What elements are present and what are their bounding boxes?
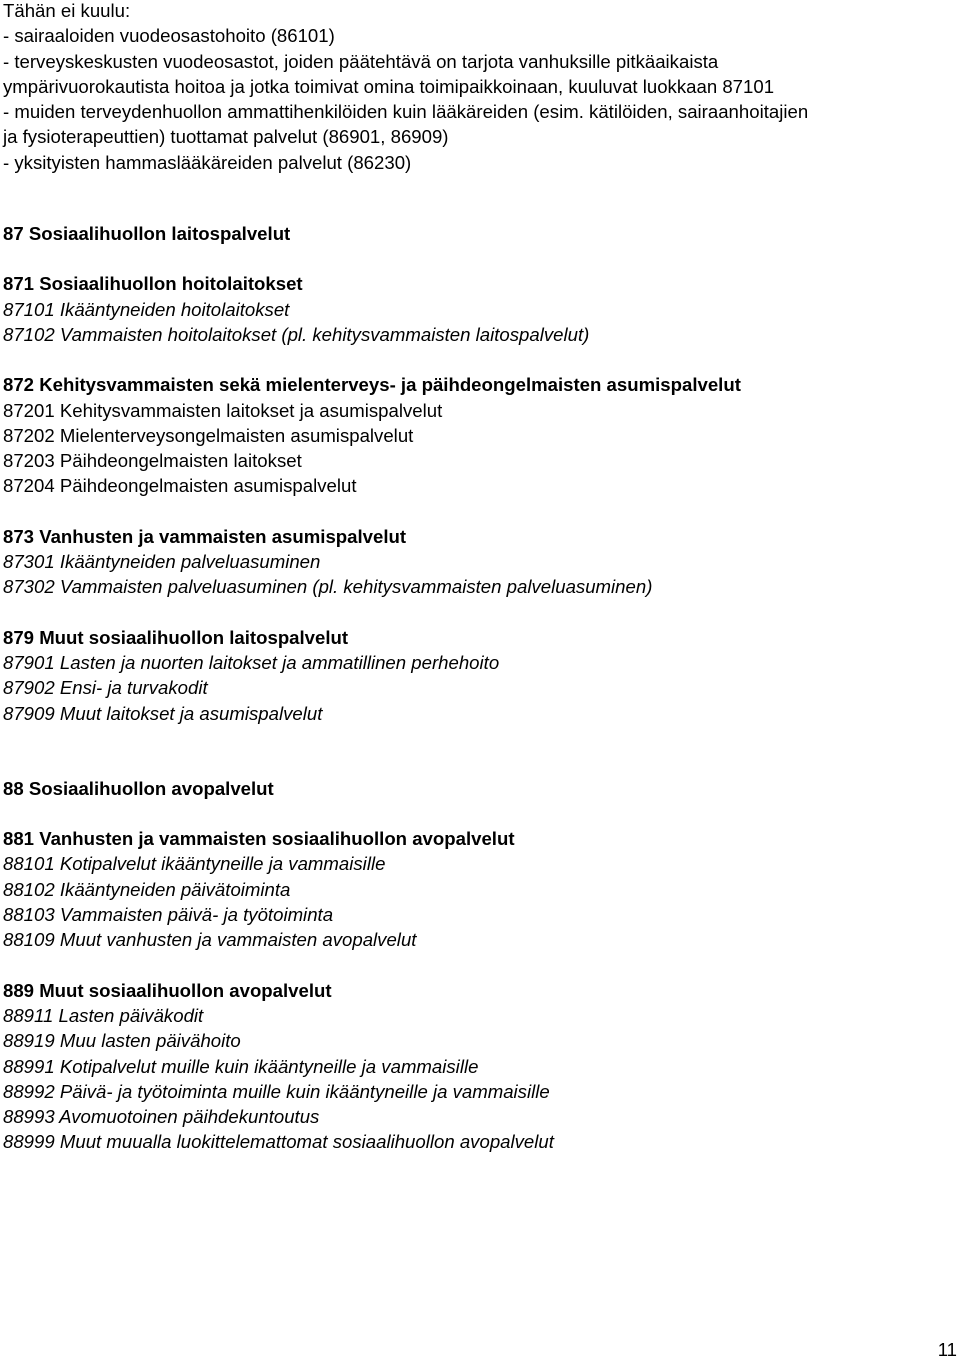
class-item: 87204 Päihdeongelmaisten asumispalvelut: [3, 475, 357, 497]
class-item: 87902 Ensi- ja turvakodit: [3, 677, 208, 699]
intro-line: ja fysioterapeuttien) tuottamat palvelut (86901, 86909): [3, 126, 449, 148]
class-item: 87901 Lasten ja nuorten laitokset ja ammatillinen perhehoito: [3, 651, 500, 673]
class-item: 87201 Kehitysvammaisten laitokset ja asumispalvelut: [3, 399, 443, 421]
class-item: 87203 Päihdeongelmaisten laitokset: [3, 450, 302, 472]
spacer: [3, 726, 958, 776]
spacer: [3, 347, 958, 372]
page-number: 11: [937, 1339, 957, 1360]
intro-line: ympärivuorokautista hoitoa ja jotka toimivat omina toimipaikkoinaan, kuuluvat luokkaan 87101: [3, 75, 775, 97]
group-title-879: 879 Muut sosiaalihuollon laitospalvelut: [3, 626, 349, 648]
group-title-881: 881 Vanhusten ja vammaisten sosiaalihuollon avopalvelut: [3, 828, 515, 850]
section-title-88: 88 Sosiaalihuollon avopalvelut: [3, 777, 274, 799]
intro-line: - sairaaloiden vuodeosastohoito (86101): [3, 25, 335, 47]
class-item: 87301 Ikääntyneiden palveluasuminen: [3, 551, 321, 573]
class-item: 88911 Lasten päiväkodit: [3, 1004, 204, 1026]
spacer: [3, 953, 958, 978]
class-item: 88109 Muut vanhusten ja vammaisten avopalvelut: [3, 929, 417, 951]
intro-heading: Tähän ei kuulu:: [3, 0, 131, 21]
spacer: [3, 600, 958, 625]
class-item: 88999 Muut muualla luokittelemattomat sosiaalihuollon avopalvelut: [3, 1131, 554, 1153]
spacer: [3, 499, 958, 524]
class-item: 88103 Vammaisten päivä- ja työtoiminta: [3, 904, 334, 926]
class-item: 88993 Avomuotoinen päihdekuntoutus: [3, 1106, 320, 1128]
intro-line: - yksityisten hammaslääkäreiden palvelut (86230): [3, 151, 412, 173]
intro-line: - terveyskeskusten vuodeosastot, joiden päätehtävä on tarjota vanhuksille pitkäaikaista: [3, 50, 719, 72]
group-title-889: 889 Muut sosiaalihuollon avopalvelut: [3, 979, 332, 1001]
class-item: 87302 Vammaisten palveluasuminen (pl. kehitysvammaisten palveluasuminen): [3, 576, 653, 598]
section-title-87: 87 Sosiaalihuollon laitospalvelut: [3, 223, 291, 245]
group-title-873: 873 Vanhusten ja vammaisten asumispalvelut: [3, 525, 407, 547]
class-item: 88919 Muu lasten päivähoito: [3, 1030, 241, 1052]
class-item: 87909 Muut laitokset ja asumispalvelut: [3, 702, 323, 724]
class-item: 88992 Päivä- ja työtoiminta muille kuin ikääntyneille ja vammaisille: [3, 1080, 550, 1102]
class-item: 87202 Mielenterveysongelmaisten asumispalvelut: [3, 424, 414, 446]
spacer: [3, 246, 958, 271]
group-title-872: 872 Kehitysvammaisten sekä mielenterveys- ja päihdeongelmaisten asumispalvelut: [3, 374, 741, 396]
class-item: 88102 Ikääntyneiden päivätoiminta: [3, 878, 291, 900]
document-page: [3, 0, 958, 1155]
spacer: [3, 801, 958, 826]
spacer: [3, 175, 958, 221]
intro-line: - muiden terveydenhuollon ammattihenkilöiden kuin lääkäreiden (esim. kätilöiden, sairaanhoitajien: [3, 101, 809, 123]
class-item: 87102 Vammaisten hoitolaitokset (pl. kehitysvammaisten laitospalvelut): [3, 323, 590, 345]
class-item: 88101 Kotipalvelut ikääntyneille ja vammaisille: [3, 853, 386, 875]
class-item: 88991 Kotipalvelut muille kuin ikääntyneille ja vammaisille: [3, 1055, 479, 1077]
group-title-871: 871 Sosiaalihuollon hoitolaitokset: [3, 273, 303, 295]
class-item: 87101 Ikääntyneiden hoitolaitokset: [3, 298, 290, 320]
